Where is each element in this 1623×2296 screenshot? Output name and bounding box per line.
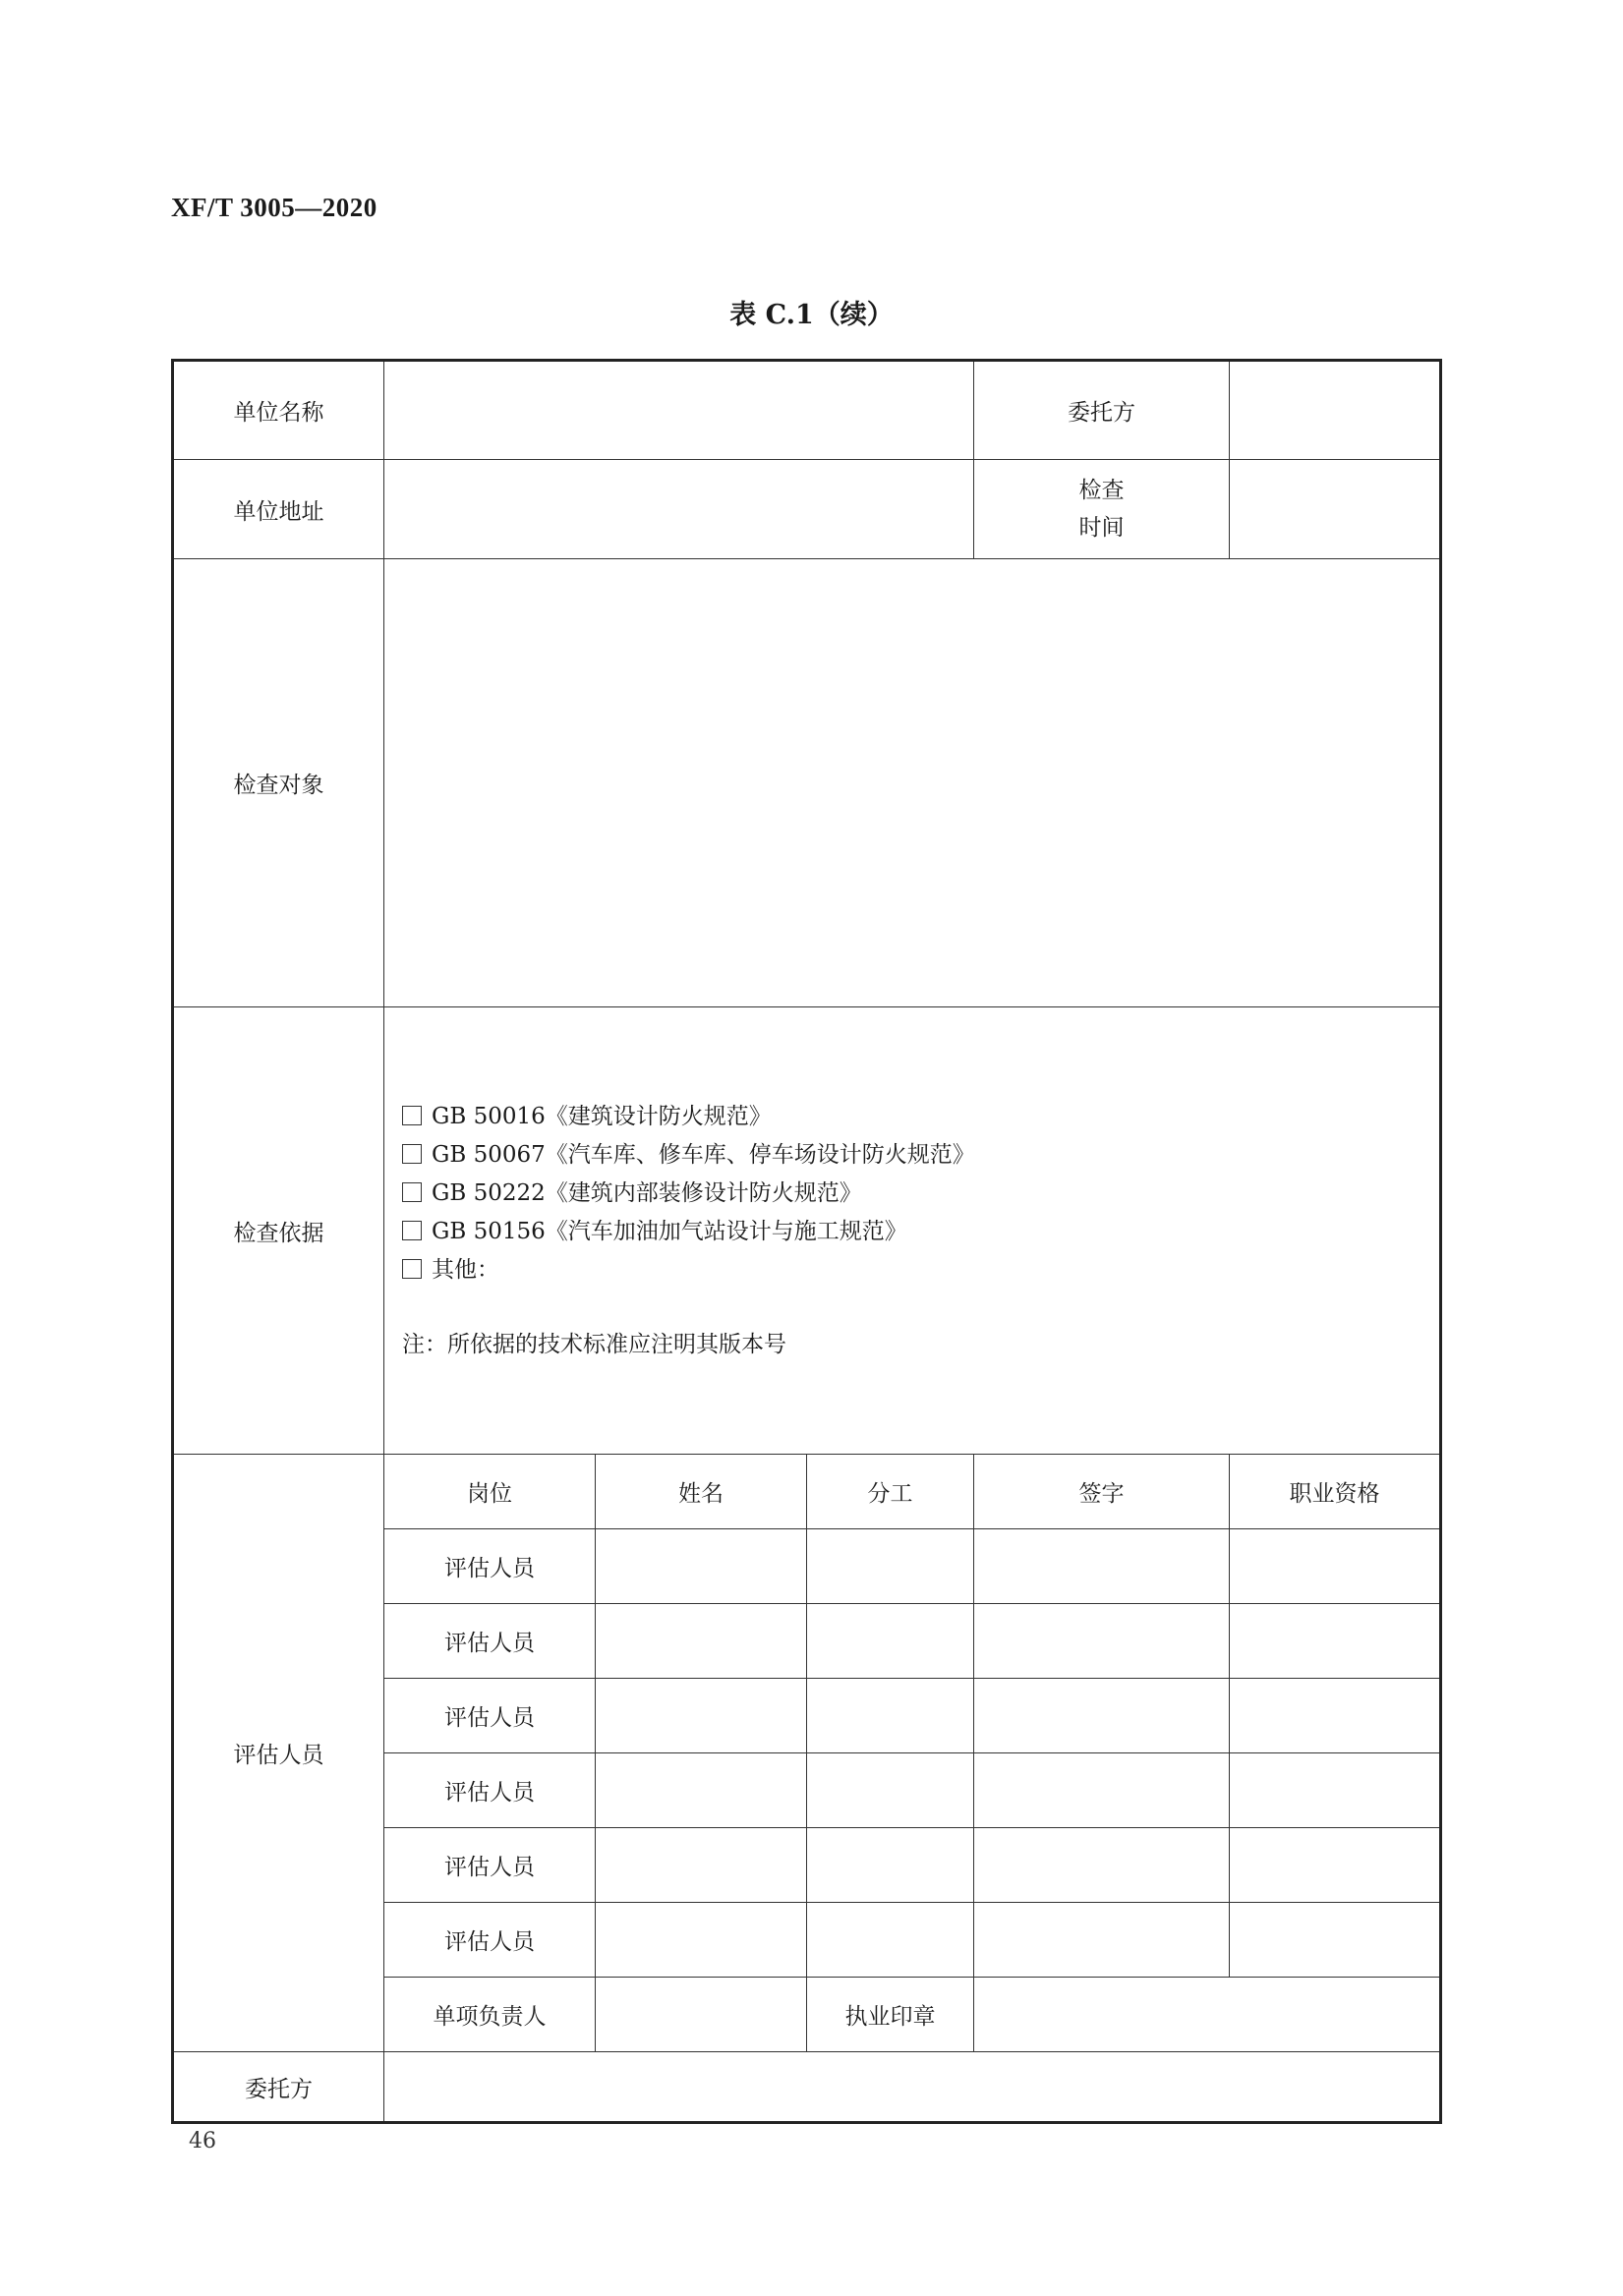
document-code: XF/T 3005—2020 <box>171 193 377 222</box>
checkbox-icon[interactable] <box>402 1144 422 1164</box>
basis-item[interactable]: GB 50067《汽车库、修车库、停车场设计防火规范》 <box>402 1136 1439 1175</box>
staff-signature-cell[interactable] <box>974 1529 1230 1604</box>
staff-name-cell[interactable] <box>596 1529 807 1604</box>
staff-name-cell[interactable] <box>596 1753 807 1828</box>
inspection-time-value[interactable] <box>1230 460 1441 559</box>
checkbox-icon[interactable] <box>402 1106 422 1125</box>
staff-position: 评估人员 <box>384 1828 596 1903</box>
staff-signature-cell[interactable] <box>974 1604 1230 1679</box>
responsible-label: 单项负责人 <box>384 1978 596 2052</box>
staff-name-cell[interactable] <box>596 1679 807 1753</box>
basis-item[interactable]: GB 50222《建筑内部装修设计防火规范》 <box>402 1175 1439 1213</box>
staff-qualification-cell[interactable] <box>1230 1604 1441 1679</box>
staff-header-division: 分工 <box>807 1455 974 1529</box>
client-label: 委托方 <box>974 361 1230 460</box>
seal-value[interactable] <box>974 1978 1441 2052</box>
checkbox-icon[interactable] <box>402 1182 422 1202</box>
client-value[interactable] <box>1230 361 1441 460</box>
basis-item[interactable]: GB 50016《建筑设计防火规范》 <box>402 1098 1439 1136</box>
staff-division-cell[interactable] <box>807 1828 974 1903</box>
inspection-object-value[interactable] <box>384 559 1441 1007</box>
checkbox-icon[interactable] <box>402 1221 422 1240</box>
client-footer-row <box>173 2052 1441 2123</box>
inspection-form-table <box>171 359 1442 2124</box>
staff-qualification-cell[interactable] <box>1230 1828 1441 1903</box>
row-inspection-basis <box>173 1007 1441 1455</box>
unit-address-label: 单位地址 <box>173 460 384 559</box>
table-title: 表 C.1（续） <box>729 300 894 330</box>
staff-header-name: 姓名 <box>596 1455 807 1529</box>
staff-qualification-cell[interactable] <box>1230 1753 1441 1828</box>
staff-qualification-cell[interactable] <box>1230 1529 1441 1604</box>
staff-division-cell[interactable] <box>807 1753 974 1828</box>
basis-checklist <box>384 1098 1439 1364</box>
unit-name-value[interactable] <box>384 361 974 460</box>
staff-header-row <box>173 1455 1441 1529</box>
assessors-label: 评估人员 <box>173 1455 384 2052</box>
row-unit-address <box>173 460 1441 559</box>
page-number: 46 <box>189 2129 216 2153</box>
staff-division-cell[interactable] <box>807 1529 974 1604</box>
basis-note: 注：所依据的技术标准应注明其版本号 <box>402 1331 786 1357</box>
inspection-basis-label: 检查依据 <box>173 1007 384 1455</box>
staff-position: 评估人员 <box>384 1679 596 1753</box>
basis-item[interactable]: GB 50156《汽车加油加气站设计与施工规范》 <box>402 1213 1439 1251</box>
staff-signature-cell[interactable] <box>974 1903 1230 1978</box>
staff-name-cell[interactable] <box>596 1903 807 1978</box>
staff-name-cell[interactable] <box>596 1604 807 1679</box>
staff-qualification-cell[interactable] <box>1230 1679 1441 1753</box>
staff-qualification-cell[interactable] <box>1230 1903 1441 1978</box>
staff-position: 评估人员 <box>384 1604 596 1679</box>
staff-name-cell[interactable] <box>596 1828 807 1903</box>
staff-position: 评估人员 <box>384 1903 596 1978</box>
client-footer-value[interactable] <box>384 2052 1441 2123</box>
staff-division-cell[interactable] <box>807 1679 974 1753</box>
seal-label: 执业印章 <box>807 1978 974 2052</box>
inspection-object-label: 检查对象 <box>173 559 384 1007</box>
inspection-basis-value <box>384 1007 1441 1455</box>
row-unit-name <box>173 361 1441 460</box>
checkbox-icon[interactable] <box>402 1259 422 1279</box>
inspection-time-label: 检查 时间 <box>974 460 1230 559</box>
unit-name-label: 单位名称 <box>173 361 384 460</box>
unit-address-value[interactable] <box>384 460 974 559</box>
staff-header-position: 岗位 <box>384 1455 596 1529</box>
basis-item[interactable]: 其他： <box>402 1251 1439 1290</box>
row-inspection-object <box>173 559 1441 1007</box>
staff-signature-cell[interactable] <box>974 1753 1230 1828</box>
client-footer-label: 委托方 <box>173 2052 384 2123</box>
staff-position: 评估人员 <box>384 1753 596 1828</box>
staff-signature-cell[interactable] <box>974 1679 1230 1753</box>
staff-signature-cell[interactable] <box>974 1828 1230 1903</box>
staff-division-cell[interactable] <box>807 1903 974 1978</box>
staff-header-signature: 签字 <box>974 1455 1230 1529</box>
responsible-value[interactable] <box>596 1978 807 2052</box>
staff-division-cell[interactable] <box>807 1604 974 1679</box>
staff-position: 评估人员 <box>384 1529 596 1604</box>
staff-header-qualification: 职业资格 <box>1230 1455 1441 1529</box>
